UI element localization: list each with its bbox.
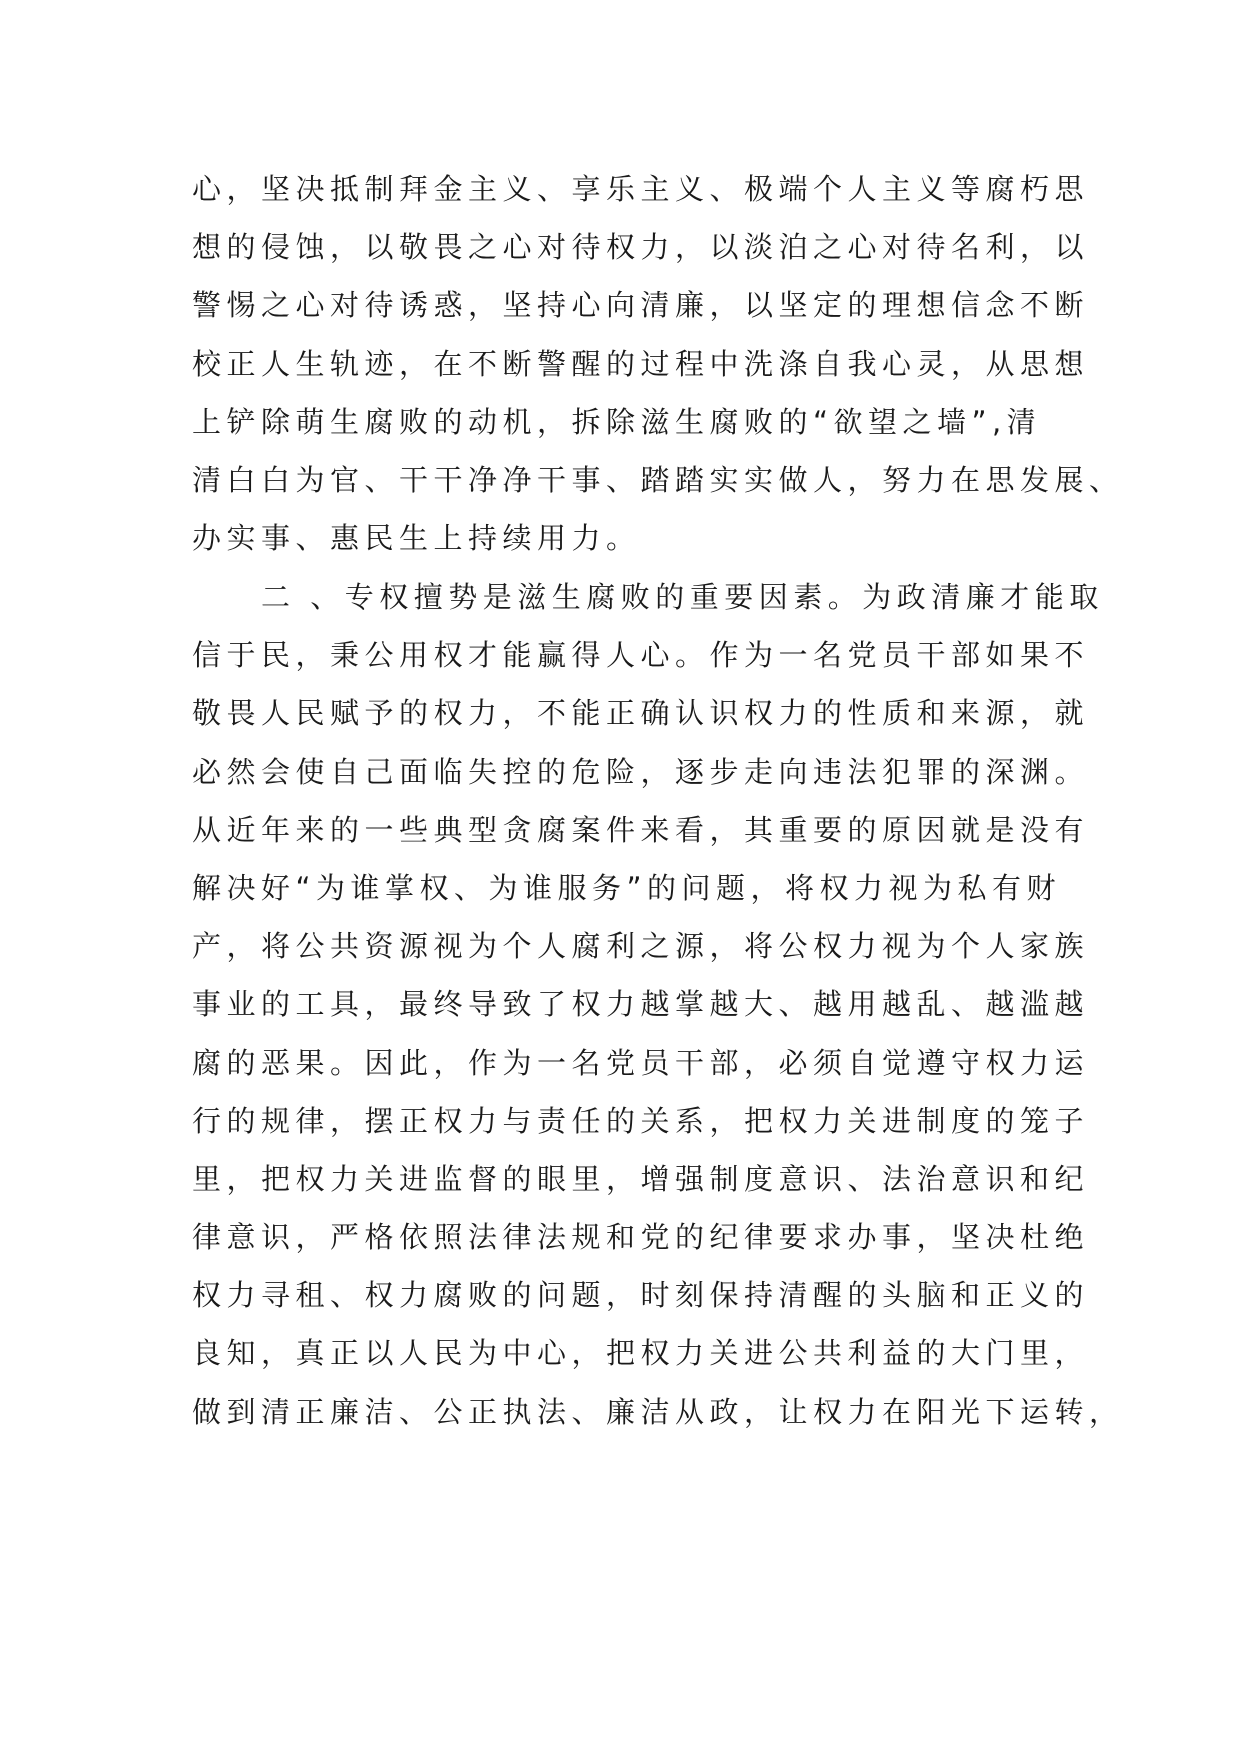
text-line: 律意识，严格依照法律法规和党的纪律要求办事，坚决杜绝 bbox=[192, 1220, 1090, 1255]
text-line: 心，坚决抵制拜金主义、享乐主义、极端个人主义等腐朽思 bbox=[192, 172, 1090, 206]
text-line: 产，将公共资源视为个人腐利之源，将公权力视为个人家族 bbox=[192, 929, 1090, 964]
text-line: 清白白为官、干干净净干事、踏踏实实做人，努力在思发展、 bbox=[192, 462, 1124, 497]
text-line: 从近年来的一些典型贪腐案件来看，其重要的原因就是没有 bbox=[192, 812, 1090, 847]
text-line: 里，把权力关进监督的眼里，增强制度意识、法治意识和纪 bbox=[192, 1161, 1090, 1196]
text-line: 权力寻租、权力腐败的问题，时刻保持清醒的头脑和正义的 bbox=[192, 1278, 1090, 1313]
paragraph-2 bbox=[192, 568, 1124, 1441]
text-line: 信于民，秉公用权才能赢得人心。作为一名党员干部如果不 bbox=[192, 638, 1090, 673]
paragraph-1 bbox=[192, 160, 1124, 567]
text-line: 警惕之心对待诱惑，坚持心向清廉，以坚定的理想信念不断 bbox=[192, 288, 1090, 323]
text-line: 办实事、惠民生上持续用力。 bbox=[192, 521, 641, 556]
text-line: 腐的恶果。因此，作为一名党员干部，必须自觉遵守权力运 bbox=[192, 1045, 1090, 1080]
text-line: 良知，真正以人民为中心，把权力关进公共利益的大门里， bbox=[192, 1336, 1090, 1371]
text-line: 敬畏人民赋予的权力，不能正确认识权力的性质和来源，就 bbox=[192, 696, 1090, 731]
text-line: 行的规律，摆正权力与责任的关系，把权力关进制度的笼子 bbox=[192, 1103, 1090, 1138]
text-line: 解决好“为谁掌权、为谁服务”的问题，将权力视为私有财 bbox=[192, 870, 1062, 905]
text-line: 做到清正廉洁、公正执法、廉洁从政，让权力在阳光下运转， bbox=[192, 1394, 1124, 1429]
text-line: 必然会使自己面临失控的危险，逐步走向违法犯罪的深渊。 bbox=[192, 754, 1090, 789]
text-line: 二 、专权擅势是滋生腐败的重要因素。为政清廉才能取 bbox=[192, 580, 1104, 614]
text-line: 想的侵蚀，以敬畏之心对待权力，以淡泊之心对待名利，以 bbox=[192, 230, 1090, 265]
text-line: 上铲除萌生腐败的动机，拆除滋生腐败的“欲望之墙”,清 bbox=[192, 404, 1042, 439]
text-line: 校正人生轨迹，在不断警醒的过程中洗涤自我心灵，从思想 bbox=[192, 346, 1090, 381]
text-line: 事业的工具，最终导致了权力越掌越大、越用越乱、越滥越 bbox=[192, 987, 1090, 1022]
